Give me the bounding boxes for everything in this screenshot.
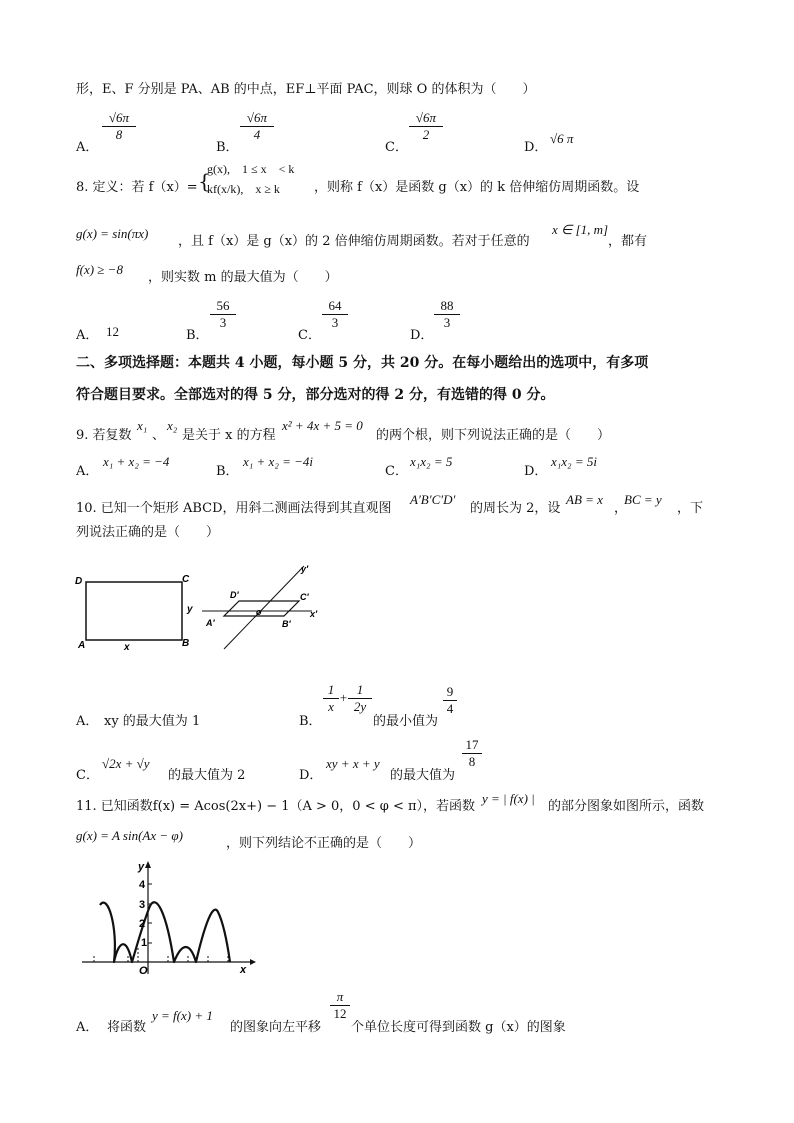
q8-condition: f(x) ≥ −8 (76, 262, 123, 277)
label-a-prime: A′ (206, 618, 215, 628)
q10-option-a-text: xy 的最大值为 1 (104, 714, 201, 729)
q7-option-a-label: A． (76, 140, 99, 155)
q9-equation: x² + 4x + 5 = 0 (282, 418, 363, 433)
q10-option-d-frac: $\frac{17}{8}$ (462, 737, 482, 770)
label-d-prime: D′ (230, 590, 239, 600)
q10-option-d-text: 的最大值为 (390, 768, 456, 783)
graph-tick-2: 2 (139, 918, 146, 930)
q7-option-b-label: B． (216, 140, 239, 155)
section2-heading-line2: 符合题目要求。全部选对的得 5 分，部分选对的得 2 分，有选错的得 0 分。 (76, 387, 555, 403)
q10-bc-def: BC = y (624, 492, 662, 507)
q11-graph (78, 858, 258, 978)
q11-abs-f: y = | f(x) | (482, 791, 535, 806)
q10-option-c-label: C． (76, 768, 99, 783)
q8-brace: { (198, 169, 211, 193)
q9-option-d-label: D． (524, 464, 548, 479)
q8-line2-text: ，且 f（x）是 g（x）的 2 倍伸缩仿周期函数。若对于任意的 (178, 234, 530, 249)
q10-ab-def: AB = x (566, 492, 603, 507)
q8-prefix: 8. 定义：若 f（x）= (76, 180, 198, 195)
q8-suffix: ，则称 f（x）是函数 g（x）的 k 倍伸缩仿周期函数。设 (314, 180, 640, 195)
label-y-prime: y′ (301, 564, 309, 574)
label-x-prime: x′ (310, 609, 318, 619)
q8-option-c-value: $\frac{64}{3}$ (322, 298, 348, 331)
q8-option-b-value: $\frac{56}{3}$ (210, 298, 236, 331)
q11-option-a-text-3: 个单位长度可得到函数 g（x）的图象 (351, 1020, 566, 1035)
q10-text-line2: 列说法正确的是（ ） (76, 525, 220, 540)
label-origin: o (256, 607, 262, 617)
graph-tick-4: 4 (139, 879, 146, 891)
q7-option-d-label: D． (524, 140, 548, 155)
q9-option-c-value: x₁x₂ = 5 (410, 454, 453, 469)
label-y: y (187, 604, 193, 615)
q8-g-def: g(x) = sin(πx) (76, 226, 149, 241)
q9-option-b-label: B． (216, 464, 239, 479)
label-d: D (75, 576, 83, 587)
rectangle-abcd (75, 574, 193, 653)
q11-option-a-text-1: 将函数 (107, 1020, 147, 1035)
q11-text-1: 11. 已知函数f(x) = Acos(2x+) − 1（A > 0，0 < φ < π），若函数 (76, 799, 476, 814)
q7-option-c-value: $\frac{√6\pi}{2}$ (409, 110, 443, 143)
q8-option-d-value: $\frac{88}{3}$ (434, 298, 460, 331)
graph-label-origin: O (139, 965, 148, 977)
q10-text-3: ，下 (677, 501, 704, 516)
q7-option-c-label: C． (385, 140, 408, 155)
graph-label-y: y (138, 861, 145, 873)
label-b: B (182, 638, 190, 649)
q10-option-b-frac1: $\frac{1}{x}$ (323, 682, 339, 715)
q10-figure (72, 560, 332, 660)
q10-text-2: 的周长为 2，设 (470, 501, 561, 516)
q7-option-d-value: √6 π (550, 131, 574, 146)
q9-text-3: 的两个根，则下列说法正确的是（ ） (376, 428, 611, 443)
q11-option-a-shift: $\frac{\pi}{12}$ (330, 989, 350, 1022)
q8-option-a-value: 12 (106, 324, 119, 339)
q10-option-d-math: xy + x + y (326, 756, 380, 771)
q9-x1: x₁ (137, 418, 148, 433)
section2-heading-line1: 二、多项选择题：本题共 4 小题，每小题 5 分，共 20 分。在每小题给出的选项中，有多项 (76, 355, 649, 371)
label-c: C (182, 574, 190, 585)
q9-text-2: 是关于 x 的方程 (182, 428, 276, 443)
q11-option-a-text-2: 的图象向左平移 (230, 1020, 322, 1035)
q8-option-c-label: C． (298, 328, 321, 343)
q8-option-a-label: A． (76, 328, 99, 343)
q10-text-1: 10. 已知一个矩形 ABCD，用斜二测画法得到其直观图 (76, 501, 392, 516)
q10-option-b-frac3: $\frac{9}{4}$ (443, 684, 457, 717)
graph-tick-1: 1 (141, 937, 148, 949)
label-b-prime: B′ (282, 619, 291, 629)
q10-comma: ， (614, 501, 628, 516)
q11-text-3: ，则下列结论不正确的是（ ） (226, 836, 422, 851)
q7-option-a-value: $\frac{√6\pi}{8}$ (102, 110, 136, 143)
q9-option-b-value: x₁ + x₂ = −4i (243, 454, 314, 469)
q10-intuitive-figure: A′B′C′D′ (410, 492, 456, 507)
q10-option-d-label: D． (299, 768, 323, 783)
q8-option-d-label: D． (410, 328, 434, 343)
q10-option-b-frac2: $\frac{1}{2y}$ (348, 682, 372, 715)
label-a: A (78, 640, 86, 651)
graph-label-x: x (240, 964, 247, 976)
q9-text-1: 9. 若复数 (76, 428, 132, 443)
q10-option-b-plus: + (339, 690, 348, 705)
q9-option-a-label: A． (76, 464, 99, 479)
label-c-prime: C′ (300, 592, 309, 602)
q10-option-c-math: √2x + √y (102, 756, 150, 771)
q11-g-def: g(x) = A sin(Ax − φ) (76, 828, 183, 843)
q7-option-b-value: $\frac{√6\pi}{4}$ (240, 110, 274, 143)
oblique-figure (202, 564, 318, 649)
q11-text-2: 的部分图象如图所示，函数 (548, 799, 705, 814)
graph-tick-3: 3 (139, 899, 146, 911)
q9-option-c-label: C． (385, 464, 408, 479)
q11-option-a-math: y = f(x) + 1 (152, 1008, 213, 1023)
q8-case-2: kf(x/k), x ≥ k (207, 182, 280, 196)
q9-separator: 、 (152, 428, 166, 443)
q9-option-a-value: x₁ + x₂ = −4 (103, 454, 170, 469)
q8-option-b-label: B． (186, 328, 209, 343)
q8-interval: x ∈ [1, m] (552, 222, 609, 237)
q7-stem: 形，E、F 分别是 PA、AB 的中点，EF⊥平面 PAC，则球 O 的体积为（ ） (76, 82, 536, 97)
q8-line3-text: ，则实数 m 的最大值为（ ） (148, 270, 338, 285)
label-x: x (124, 642, 130, 653)
q9-option-d-value: x₁x₂ = 5i (551, 454, 597, 469)
q11-option-a-label: A． (76, 1020, 99, 1035)
q9-x2: x₂ (167, 418, 178, 433)
q8-line2-end: ，都有 (608, 234, 648, 249)
q10-option-b-text: 的最小值为 (373, 714, 439, 729)
q10-option-c-text: 的最大值为 2 (168, 768, 246, 783)
q10-option-a-label: A． (76, 714, 99, 729)
q10-option-b-label: B． (299, 714, 322, 729)
q8-case-1: g(x), 1 ≤ x < k (207, 162, 295, 176)
